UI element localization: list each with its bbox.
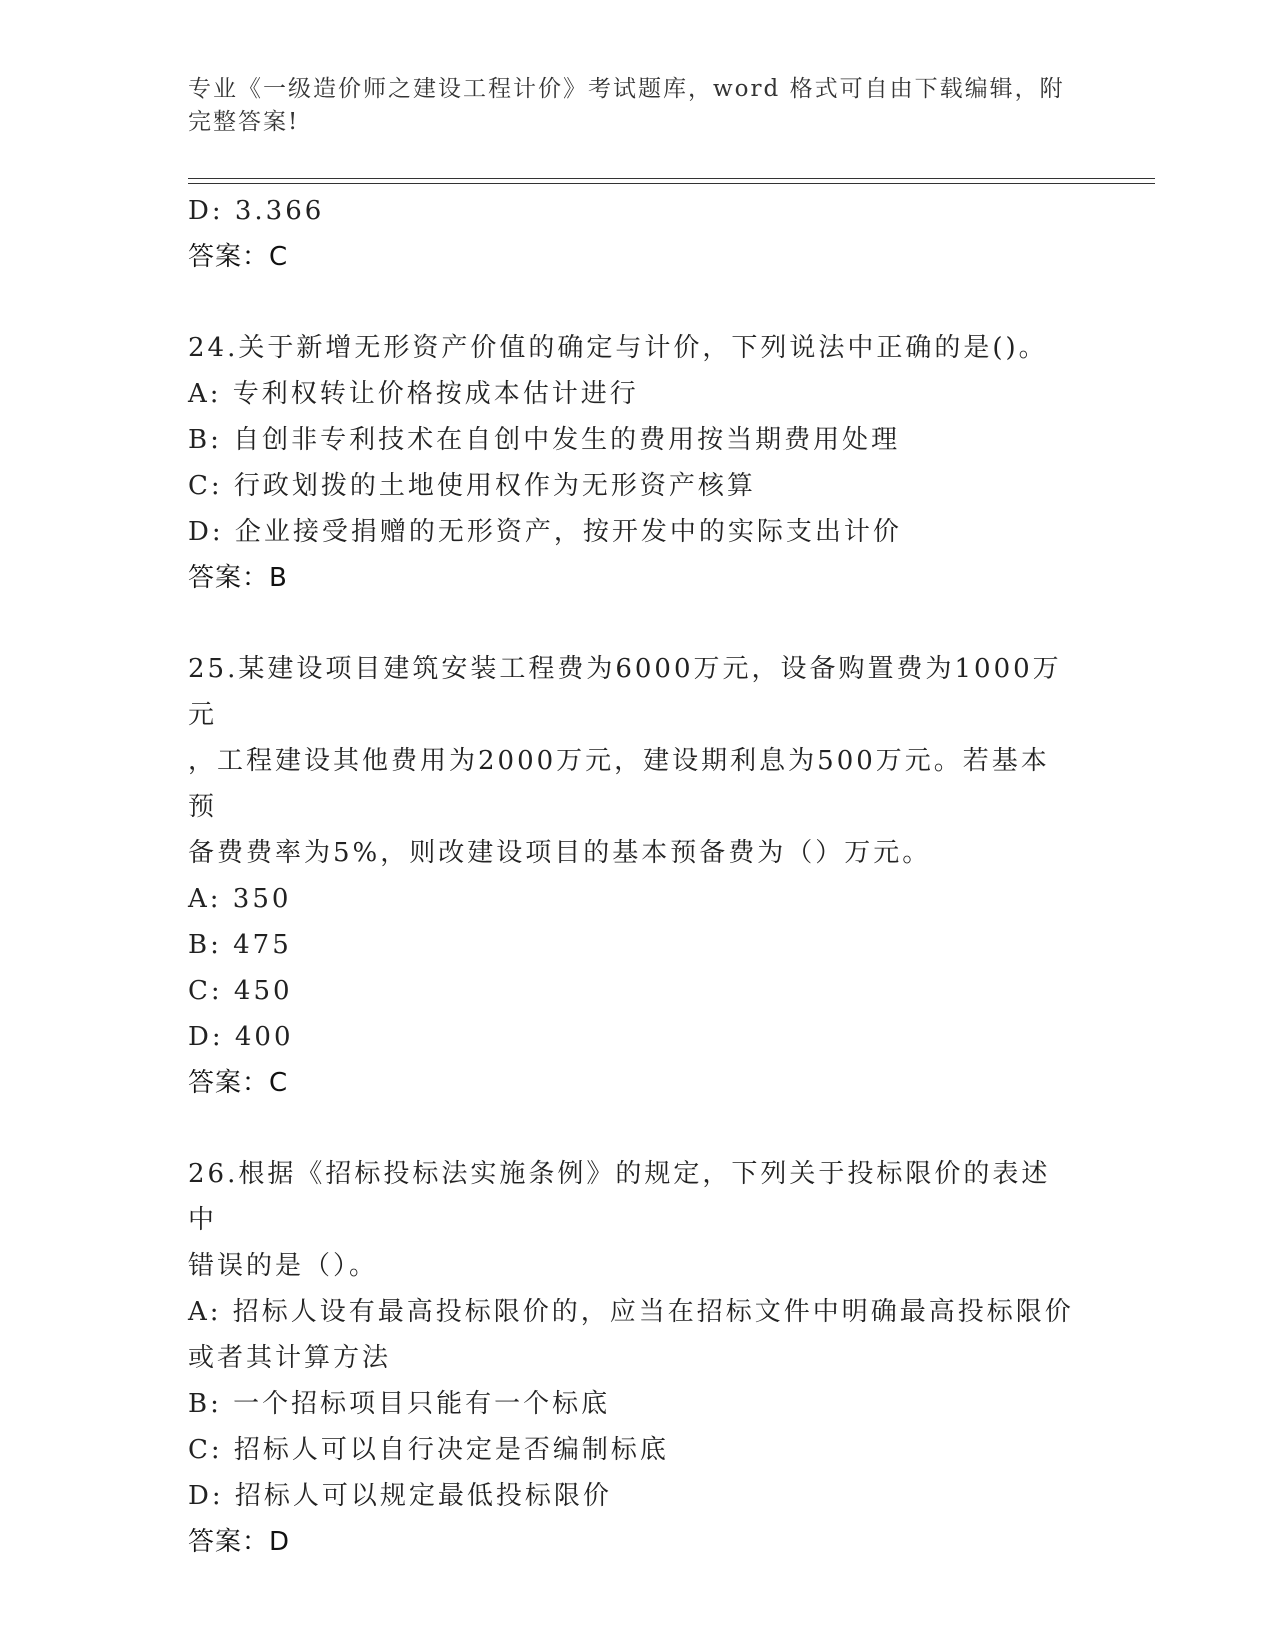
option-b: B: 475: [188, 930, 292, 960]
option-b: B: 自创非专利技术在自创中发生的费用按当期费用处理: [188, 425, 901, 455]
option-d: D: 招标人可以规定最低投标限价: [188, 1481, 612, 1511]
spacer: [188, 1106, 1078, 1151]
option-a: A: 350: [188, 884, 292, 914]
question-24: [188, 325, 1078, 601]
option-d: D: 企业接受捐赠的无形资产，按开发中的实际支出计价: [188, 517, 902, 547]
question-26: [188, 1151, 1078, 1565]
option-d: D: 400: [188, 1022, 294, 1052]
question-stem: 26.根据《招标投标法实施条例》的规定，下列关于投标限价的表述中: [188, 1159, 1051, 1235]
answer-line: 答案：C: [188, 1068, 289, 1098]
question-stem: 错误的是（）。: [188, 1251, 379, 1281]
option-d: D: 3.366: [188, 196, 325, 226]
question-content: [188, 188, 1078, 1565]
question-stem: 备费费率为5%，则改建设项目的基本预备费为（）万元。: [188, 838, 932, 868]
header-rule-bottom: [188, 183, 1155, 184]
option-c: C: 行政划拨的土地使用权作为无形资产核算: [188, 471, 756, 501]
option-a: A: 招标人设有最高投标限价的，应当在招标文件中明确最高投标限价: [188, 1297, 1074, 1327]
question-25: [188, 646, 1078, 1106]
answer-line: 答案：D: [188, 1527, 291, 1557]
header-rule-top: [188, 178, 1155, 179]
document-header: 专业《一级造价师之建设工程计价》考试题库，word 格式可自由下载编辑，附完整答案!: [188, 76, 1065, 135]
question-stem: 24.关于新增无形资产价值的确定与计价，下列说法中正确的是()。: [188, 333, 1048, 363]
answer-line: 答案：C: [188, 242, 289, 272]
question-stem: ，工程建设其他费用为2000万元，建设期利息为500万元。若基本预: [188, 746, 1050, 822]
option-a: A: 专利权转让价格按成本估计进行: [188, 379, 639, 409]
spacer: [188, 601, 1078, 646]
question-stem: 25.某建设项目建筑安装工程费为6000万元，设备购置费为1000万元: [188, 654, 1062, 730]
option-b: B: 一个招标项目只能有一个标底: [188, 1389, 611, 1419]
option-a-continued: 或者其计算方法: [188, 1343, 392, 1373]
option-c: C: 450: [188, 976, 293, 1006]
answer-line: 答案：B: [188, 563, 288, 593]
spacer: [188, 280, 1078, 325]
option-c: C: 招标人可以自行决定是否编制标底: [188, 1435, 669, 1465]
